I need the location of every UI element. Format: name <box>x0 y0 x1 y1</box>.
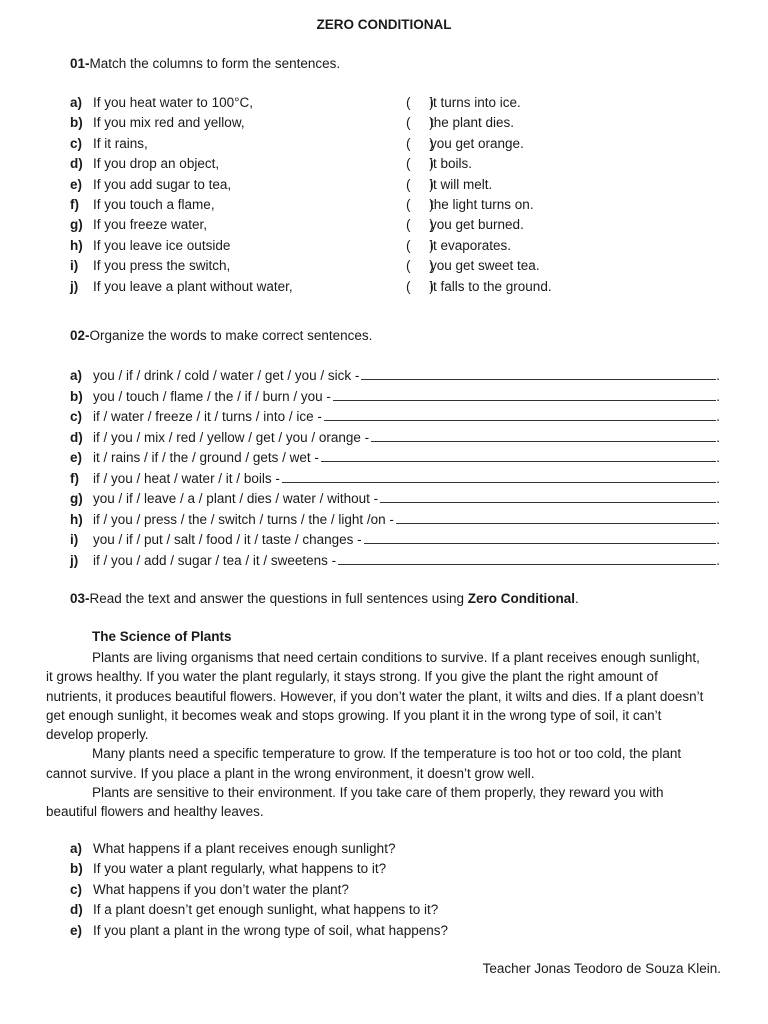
item-letter: f) <box>70 470 79 486</box>
line-end: . <box>716 409 720 424</box>
passage-paragraph: Plants are living organisms that need certain conditions to survive. If a plant receives enough sunlight, it grows healthy. If you water the plant regularly, it stays strong. If you give the plant the right amount of nutrients, it produces beautiful flowers. However, if you don’t water the plant, it wilts and dies. If a plant doesn’t get enough sunlight, it becomes weak and stops growing. If you plant it in the wrong type of soil, it can’t develop properly. <box>46 650 704 743</box>
item-letter: e) <box>70 922 83 938</box>
exercise-number: 02- <box>70 328 90 343</box>
scrambled-words: if / you / heat / water / it / boils - <box>93 470 280 486</box>
answer-line[interactable] <box>282 469 716 483</box>
scrambled-sentence <box>70 428 720 448</box>
item-letter: c) <box>70 135 83 151</box>
item-letter: e) <box>70 176 83 192</box>
condition-clause: If you add sugar to tea, <box>93 176 232 192</box>
line-end: . <box>716 552 720 568</box>
result-clause: the plant dies. <box>430 115 515 131</box>
exercise-2-instruction <box>70 328 372 343</box>
item-letter: b) <box>70 388 83 404</box>
answer-parenthesis[interactable]: ( ) <box>406 197 434 212</box>
question-text: If you plant a plant in the wrong type of soil, what happens? <box>93 922 448 938</box>
item-letter: d) <box>70 902 83 918</box>
item-letter: g) <box>70 217 83 233</box>
scrambled-words: you / if / leave / a / plant / dies / water / without - <box>93 491 379 506</box>
result-clause: it boils. <box>430 156 473 172</box>
scrambled-sentence <box>70 448 720 468</box>
answer-parenthesis[interactable]: ( ) <box>406 95 434 110</box>
question-text: If you water a plant regularly, what happens to it? <box>93 861 387 877</box>
item-letter: a) <box>70 368 83 383</box>
scrambled-words: you / if / put / salt / food / it / taste / changes - <box>93 532 362 547</box>
item-letter: b) <box>70 861 83 877</box>
result-clause: you get orange. <box>430 135 524 151</box>
item-letter: i) <box>70 258 79 274</box>
item-letter: f) <box>70 197 79 212</box>
condition-clause: If you mix red and yellow, <box>93 115 245 131</box>
reading-passage <box>46 648 710 822</box>
result-clause: it turns into ice. <box>430 95 521 110</box>
answer-parenthesis[interactable]: ( ) <box>406 237 434 253</box>
instruction-text: Match the columns to form the sentences. <box>89 56 341 71</box>
question-text: What happens if you don’t water the plant? <box>93 881 349 897</box>
scrambled-words: if / you / mix / red / yellow / get / you / orange - <box>93 429 370 445</box>
exercise-3-instruction <box>70 591 579 606</box>
line-end: . <box>716 429 720 445</box>
question-text: What happens if a plant receives enough sunlight? <box>93 841 396 856</box>
item-letter: j) <box>70 552 79 568</box>
scrambled-sentence <box>70 551 720 571</box>
instruction-end: . <box>575 591 579 606</box>
question-text: If a plant doesn’t get enough sunlight, what happens to it? <box>93 902 439 918</box>
line-end: . <box>716 532 720 547</box>
answer-parenthesis[interactable]: ( ) <box>406 217 434 233</box>
line-end: . <box>716 511 720 527</box>
item-letter: d) <box>70 429 83 445</box>
line-end: . <box>716 368 720 383</box>
scrambled-words: if / you / press / the / switch / turns / the / light /on - <box>93 511 394 527</box>
scrambled-sentence <box>70 407 720 427</box>
answer-line[interactable] <box>361 366 716 380</box>
result-clause: you get sweet tea. <box>430 258 540 274</box>
item-letter: c) <box>70 409 83 424</box>
answer-parenthesis[interactable]: ( ) <box>406 156 434 172</box>
instruction-bold: Zero Conditional <box>467 591 576 606</box>
condition-clause: If you leave ice outside <box>93 237 231 253</box>
answer-line[interactable] <box>321 448 716 462</box>
result-clause: it evaporates. <box>430 237 512 253</box>
item-letter: g) <box>70 491 83 506</box>
instruction-text: Organize the words to make correct sentences. <box>89 328 373 343</box>
item-letter: d) <box>70 156 83 172</box>
answer-parenthesis[interactable]: ( ) <box>406 258 434 274</box>
result-clause: it falls to the ground. <box>430 278 552 294</box>
condition-clause: If you leave a plant without water, <box>93 278 293 294</box>
result-clause: it will melt. <box>430 176 493 192</box>
result-clause: you get burned. <box>430 217 524 233</box>
page-title: ZERO CONDITIONAL <box>316 17 452 32</box>
line-end: . <box>716 450 720 465</box>
answer-parenthesis[interactable]: ( ) <box>406 176 434 192</box>
item-letter: h) <box>70 237 83 253</box>
scrambled-sentence <box>70 489 720 509</box>
answer-parenthesis[interactable]: ( ) <box>406 135 434 151</box>
teacher-signature: Teacher Jonas Teodoro de Souza Klein. <box>482 961 721 976</box>
item-letter: a) <box>70 841 83 856</box>
item-letter: i) <box>70 532 79 547</box>
answer-parenthesis[interactable]: ( ) <box>406 278 434 294</box>
item-letter: b) <box>70 115 83 131</box>
item-letter: h) <box>70 511 83 527</box>
scrambled-sentence <box>70 366 720 386</box>
scrambled-sentence <box>70 510 720 530</box>
condition-clause: If you press the switch, <box>93 258 231 274</box>
passage-title: The Science of Plants <box>92 629 232 644</box>
scrambled-sentence <box>70 387 720 407</box>
answer-line[interactable] <box>396 510 716 524</box>
answer-line[interactable] <box>333 387 716 401</box>
exercise-number: 01- <box>70 56 90 71</box>
item-letter: j) <box>70 278 79 294</box>
scrambled-words: you / if / drink / cold / water / get / you / sick - <box>93 368 360 383</box>
condition-clause: If you touch a flame, <box>93 197 215 212</box>
line-end: . <box>716 388 720 404</box>
scrambled-sentence <box>70 469 720 489</box>
answer-line[interactable] <box>338 551 716 565</box>
condition-clause: If you drop an object, <box>93 156 220 172</box>
answer-line[interactable] <box>371 428 716 442</box>
answer-parenthesis[interactable]: ( ) <box>406 115 434 131</box>
result-clause: the light turns on. <box>430 197 534 212</box>
condition-clause: If you freeze water, <box>93 217 208 233</box>
item-letter: a) <box>70 95 83 110</box>
instruction-text: Read the text and answer the questions in full sentences using <box>89 591 468 606</box>
exercise-number: 03- <box>70 591 90 606</box>
line-end: . <box>716 470 720 486</box>
exercise-1-instruction <box>70 56 340 71</box>
scrambled-words: if / you / add / sugar / tea / it / sweetens - <box>93 552 337 568</box>
line-end: . <box>716 491 720 506</box>
scrambled-words: you / touch / flame / the / if / burn / you - <box>93 388 331 404</box>
scrambled-words: it / rains / if / the / ground / gets / wet - <box>93 450 319 465</box>
answer-line[interactable] <box>324 407 716 421</box>
scrambled-words: if / water / freeze / it / turns / into / ice - <box>93 409 322 424</box>
condition-clause: If you heat water to 100°C, <box>93 95 253 110</box>
passage-paragraph: Plants are sensitive to their environment. If you take care of them properly, they reward you with beautiful flowers and healthy leaves. <box>46 785 664 820</box>
scrambled-sentence <box>70 530 720 550</box>
condition-clause: If it rains, <box>93 135 148 151</box>
answer-line[interactable] <box>364 530 717 544</box>
answer-line[interactable] <box>380 489 716 503</box>
item-letter: c) <box>70 881 83 897</box>
item-letter: e) <box>70 450 83 465</box>
passage-paragraph: Many plants need a specific temperature to grow. If the temperature is too hot or too cold, the plant cannot survive. If you place a plant in the wrong environment, it doesn’t grow well. <box>46 746 682 781</box>
